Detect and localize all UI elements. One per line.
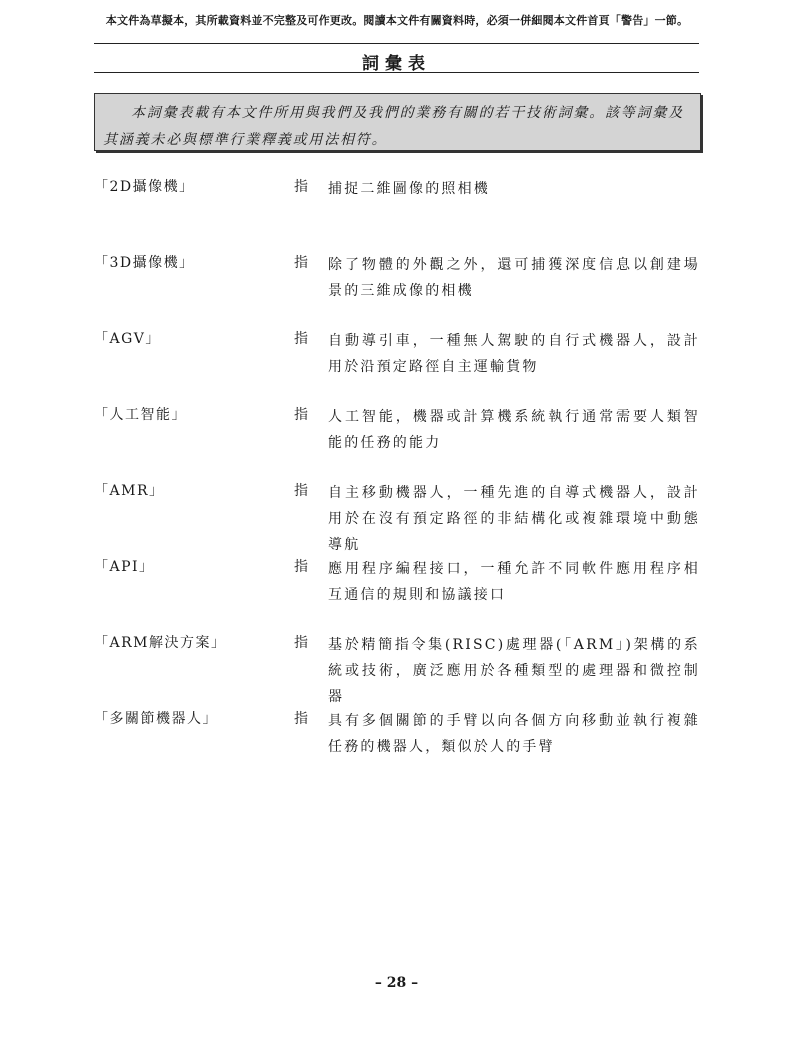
glossary-term: 「2D攝像機」 (94, 179, 195, 195)
glossary-term: 「AGV」 (94, 331, 161, 347)
glossary-entry (94, 404, 700, 480)
glossary-entry (94, 556, 700, 632)
glossary-definition: 應用程序編程接口，一種允許不同軟件應用程序相互通信的規則和協議接口 (328, 561, 700, 603)
glossary-term: 「多關節機器人」 (94, 711, 218, 727)
refers-to-marker: 指 (294, 255, 308, 271)
refers-to-marker: 指 (294, 635, 308, 651)
intro-text: 本詞彙表載有本文件所用與我們及我們的業務有關的若干技術詞彙。該等詞彙及其涵義未必與標準行業釋義或用法相符。 (103, 105, 684, 148)
refers-to-marker: 指 (294, 179, 308, 195)
glossary-entry (94, 480, 700, 556)
glossary-definition: 基於精簡指令集(RISC)處理器(「ARM」)架構的系統或技術，廣泛應用於各種類型的處理器和微控制器 (328, 637, 700, 705)
glossary-entry (94, 708, 700, 784)
glossary-entry (94, 328, 700, 404)
refers-to-marker: 指 (294, 407, 308, 423)
page-number: – 28 – (374, 975, 419, 991)
page-title: 詞彙表 (362, 54, 431, 74)
glossary-term: 「API」 (94, 559, 155, 575)
title-rule (94, 72, 699, 73)
glossary-definition: 具有多個關節的手臂以向各個方向移動並執行複雜任務的機器人，類似於人的手臂 (328, 713, 700, 755)
header-rule (94, 43, 699, 44)
glossary-entry (94, 632, 700, 708)
refers-to-marker: 指 (294, 331, 308, 347)
draft-warning: 本文件為草擬本，其所載資料並不完整及可作更改。閱讀本文件有關資料時，必須一併細閱本文件首頁「警告」一節。 (105, 14, 689, 27)
glossary-definition: 除了物體的外觀之外，還可捕獲深度信息以創建場景的三維成像的相機 (328, 257, 700, 299)
glossary-term: 「人工智能」 (94, 407, 187, 423)
glossary-term: 「ARM解決方案」 (94, 635, 227, 651)
glossary-term: 「AMR」 (94, 483, 165, 499)
glossary-definition: 捕捉二維圖像的照相機 (328, 181, 490, 197)
refers-to-marker: 指 (294, 559, 308, 575)
refers-to-marker: 指 (294, 483, 308, 499)
refers-to-marker: 指 (294, 711, 308, 727)
glossary-definition: 自動導引車，一種無人駕駛的自行式機器人，設計用於沿預定路徑自主運輸貨物 (328, 333, 700, 375)
glossary-entry (94, 176, 700, 252)
glossary-list (94, 176, 700, 784)
intro-box (94, 93, 701, 151)
glossary-entry (94, 252, 700, 328)
glossary-definition: 人工智能，機器或計算機系統執行通常需要人類智能的任務的能力 (328, 409, 700, 451)
glossary-term: 「3D攝像機」 (94, 255, 195, 271)
glossary-definition: 自主移動機器人，一種先進的自導式機器人，設計用於在沒有預定路徑的非結構化或複雜環境中動態導航 (328, 485, 700, 553)
